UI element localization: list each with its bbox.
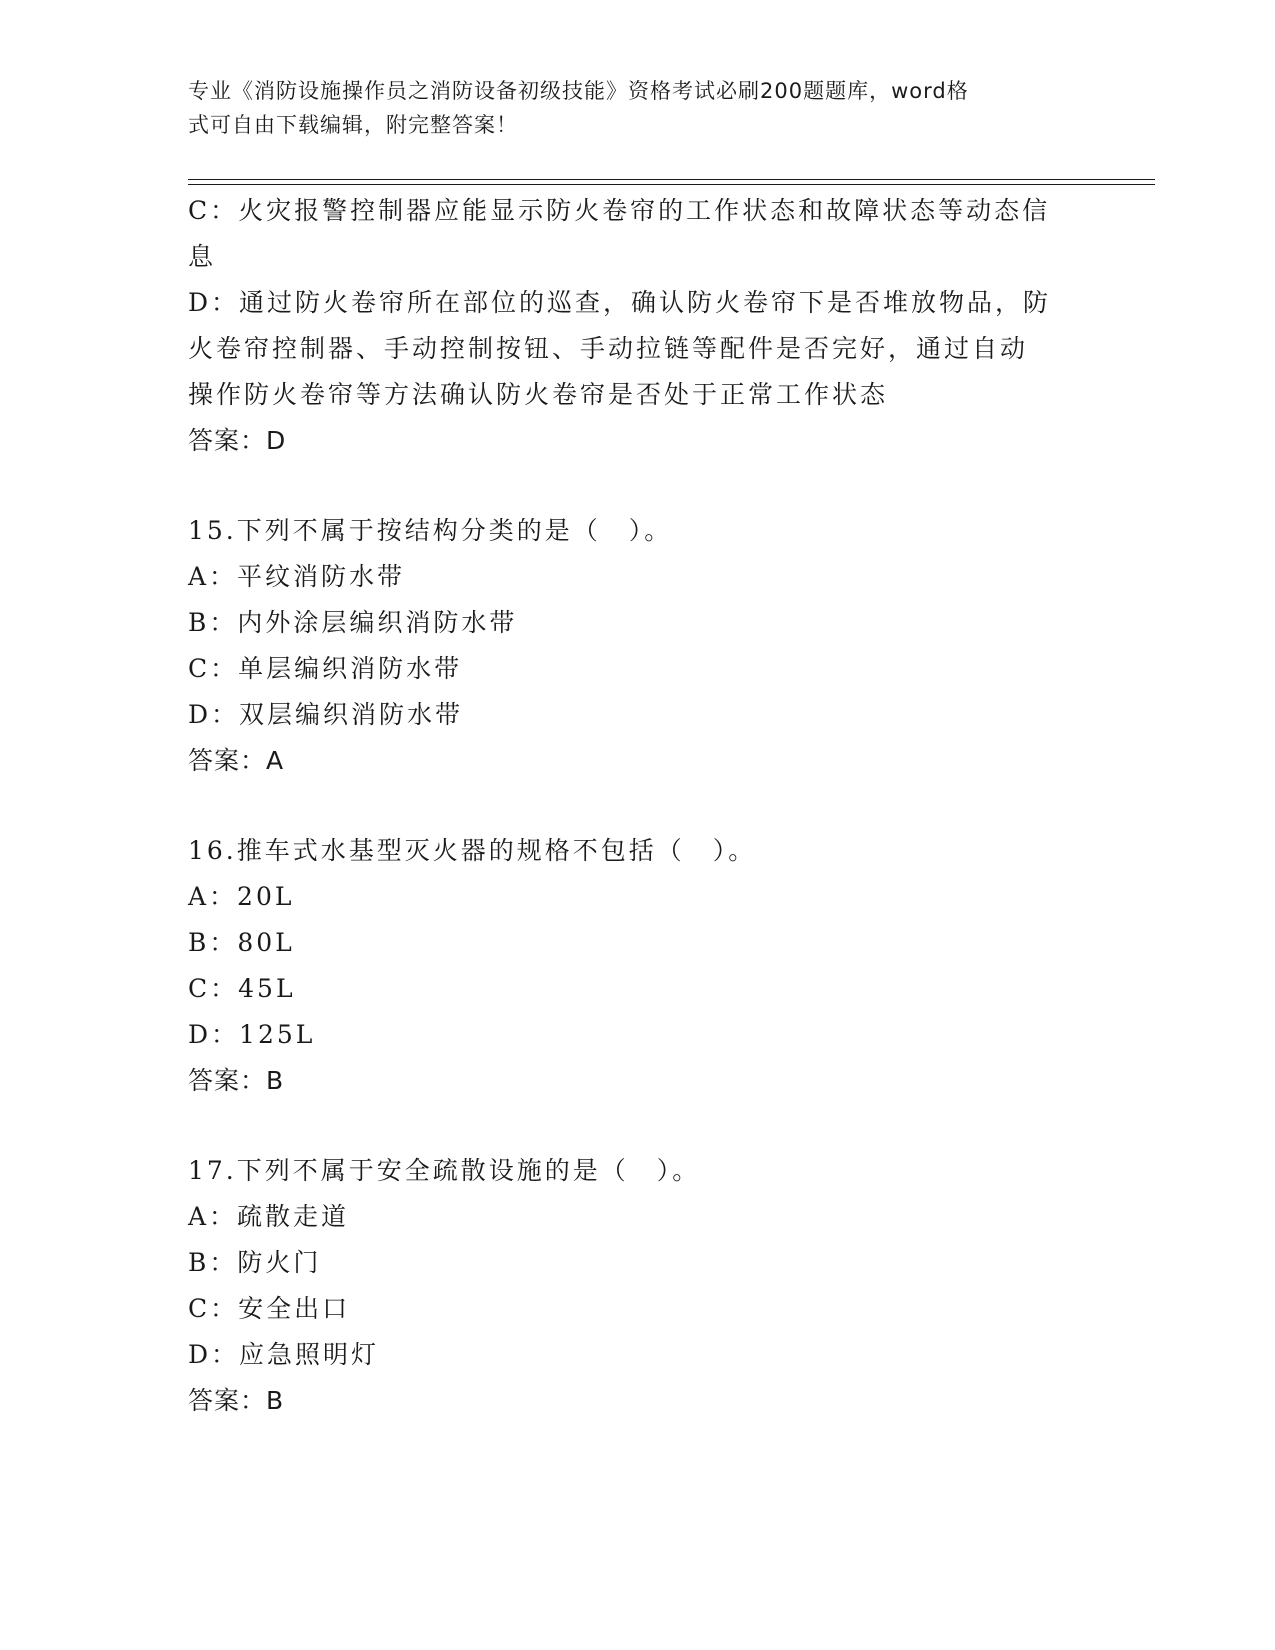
question-content <box>188 188 1088 1424</box>
option-c: C：45L <box>188 974 296 1003</box>
option-b: B：80L <box>188 928 295 957</box>
option-c-line: 息 <box>188 242 217 271</box>
answer-line: 答案：A <box>188 746 285 775</box>
option-b: B：内外涂层编织消防水带 <box>188 608 518 637</box>
question-15 <box>188 508 1088 784</box>
document-header <box>188 74 1068 142</box>
question-stem: 16.推车式水基型灭火器的规格不包括（ ）。 <box>188 836 757 865</box>
header-line-2: 式可自由下载编辑，附完整答案！ <box>188 113 518 137</box>
spacer <box>188 464 1088 508</box>
option-d: D：125L <box>188 1020 316 1049</box>
option-b: B：防火门 <box>188 1248 322 1277</box>
header-line-1: 专业《消防设施操作员之消防设备初级技能》资格考试必刷200题题库，word格 <box>188 79 969 103</box>
header-divider-bottom <box>188 184 1155 185</box>
option-d-line: D：通过防火卷帘所在部位的巡查，确认防火卷帘下是否堆放物品，防 <box>188 288 1052 317</box>
option-c-line: C：火灾报警控制器应能显示防火卷帘的工作状态和故障状态等动态信 <box>188 196 1051 225</box>
header-divider-top <box>188 179 1155 180</box>
option-a: A：20L <box>188 882 295 911</box>
answer-line: 答案：B <box>188 1066 285 1095</box>
question-stem: 17.下列不属于安全疏散设施的是（ ）。 <box>188 1156 701 1185</box>
option-c: C：安全出口 <box>188 1294 351 1323</box>
option-d-line: 火卷帘控制器、手动控制按钮、手动拉链等配件是否完好，通过自动 <box>188 334 1029 363</box>
question-16 <box>188 828 1088 1104</box>
spacer <box>188 1104 1088 1148</box>
question-17 <box>188 1148 1088 1424</box>
option-d: D：应急照明灯 <box>188 1340 380 1369</box>
question-stem: 15.下列不属于按结构分类的是（ ）。 <box>188 516 673 545</box>
option-a: A：疏散走道 <box>188 1202 350 1231</box>
answer-line: 答案：D <box>188 426 287 455</box>
option-a: A：平纹消防水带 <box>188 562 406 591</box>
option-c: C：单层编织消防水带 <box>188 654 463 683</box>
continued-question-14 <box>188 188 1088 464</box>
spacer <box>188 784 1088 828</box>
option-d-line: 操作防火卷帘等方法确认防火卷帘是否处于正常工作状态 <box>188 380 889 409</box>
answer-line: 答案：B <box>188 1386 285 1415</box>
option-d: D：双层编织消防水带 <box>188 700 464 729</box>
